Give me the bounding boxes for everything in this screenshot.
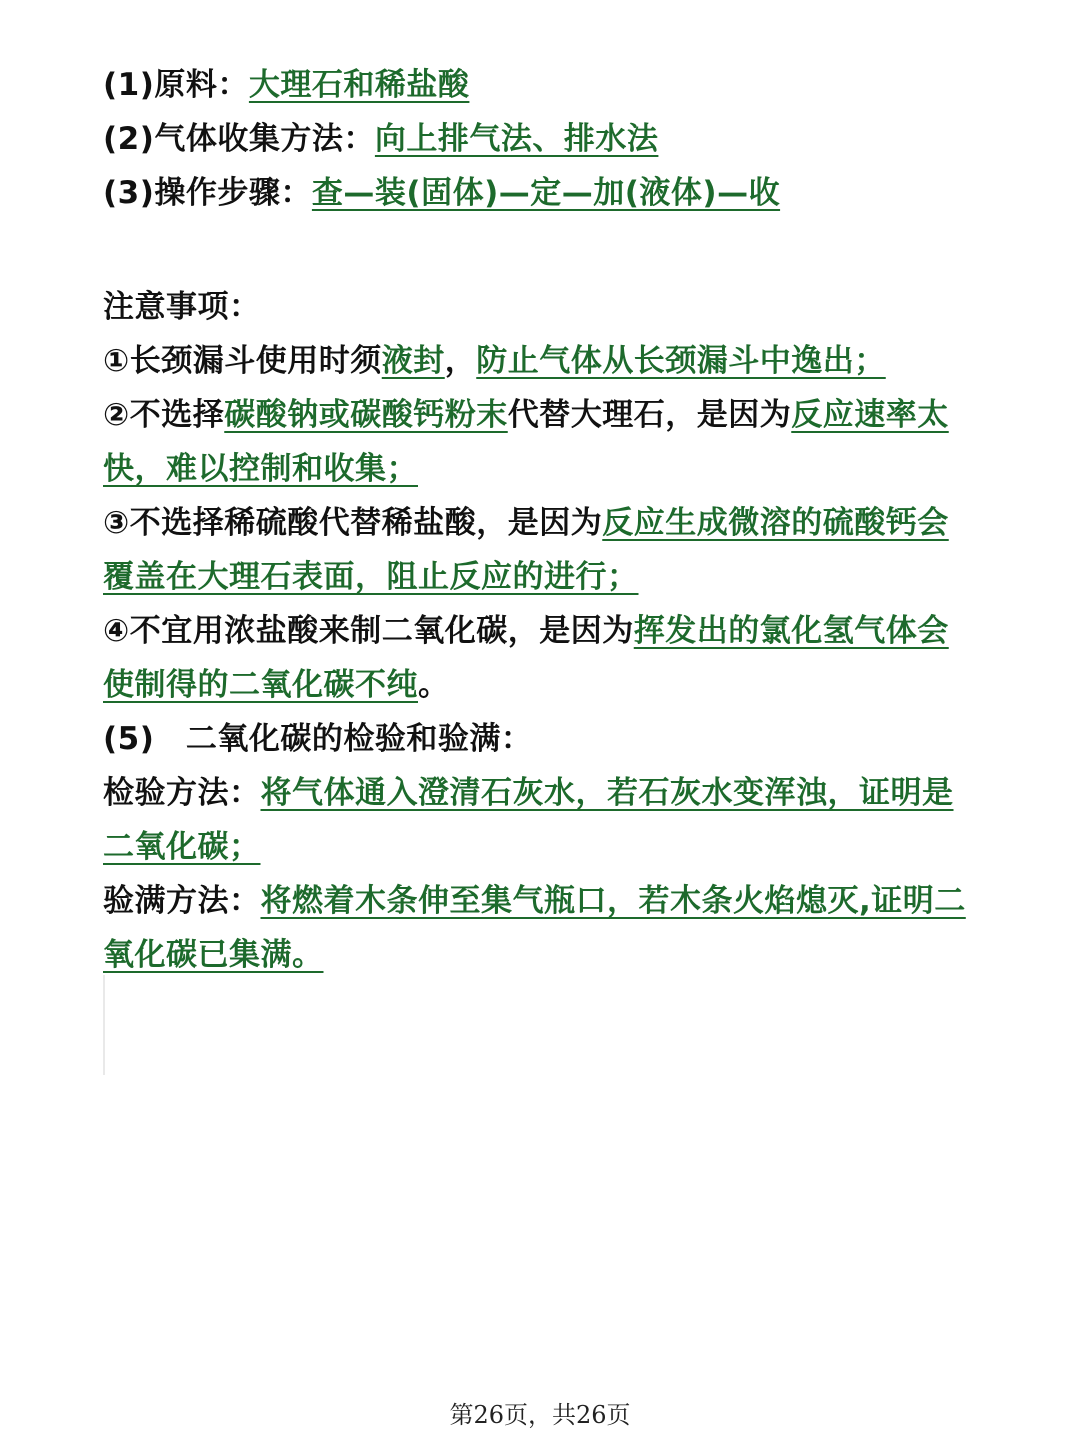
note-2-line-2 xyxy=(103,442,983,496)
check-method-line-2 xyxy=(103,820,983,874)
note-1-highlight-d: 防止气体从长颈漏斗中逸出； xyxy=(476,343,886,379)
note-1-highlight-b: 液封 xyxy=(381,343,445,379)
note-1 xyxy=(103,334,983,388)
note-4-highlight-c: 使制得的二氧化碳不纯 xyxy=(103,667,418,703)
page-number: 第26页，共26页 xyxy=(449,1401,631,1429)
document-content xyxy=(103,58,983,982)
note-2-text-a: ②不选择 xyxy=(103,397,225,433)
full-method-line-2 xyxy=(103,928,983,982)
check-method-value-2: 二氧化碳； xyxy=(103,829,261,865)
step-3-label: (3)操作步骤： xyxy=(103,175,312,211)
step-2-label: (2)气体收集方法： xyxy=(103,121,375,157)
note-4-line-2 xyxy=(103,658,983,712)
note-2-highlight-d: 反应速率太 xyxy=(791,397,949,433)
note-4-line-1 xyxy=(103,604,983,658)
note-1-text-a: ①长颈漏斗使用时须 xyxy=(103,343,382,379)
step-2-value: 向上排气法、排水法 xyxy=(374,121,659,157)
section-5-title: (5) 二氧化碳的检验和验满： xyxy=(103,721,533,757)
step-3-value: 查—装(固体)—定—加(液体)—收 xyxy=(311,175,781,211)
note-4-text-d: 。 xyxy=(418,667,450,703)
check-method-value-1: 将气体通入澄清石灰水，若石灰水变浑浊，证明是 xyxy=(260,775,954,811)
note-3-text-a: ③不选择稀硫酸代替稀盐酸，是因为 xyxy=(103,505,603,541)
note-3-highlight-b: 反应生成微溶的硫酸钙会 xyxy=(602,505,949,541)
full-method-label: 验满方法： xyxy=(103,883,261,919)
note-1-text-c: ， xyxy=(444,343,477,379)
note-2-text-c: 代替大理石，是因为 xyxy=(507,397,792,433)
note-3-line-1 xyxy=(103,496,983,550)
check-method-line-1 xyxy=(103,766,983,820)
note-3-line-2 xyxy=(103,550,983,604)
full-method-value-1: 将燃着木条伸至集气瓶口，若木条火焰熄灭,证明二 xyxy=(260,883,966,919)
step-1-value: 大理石和稀盐酸 xyxy=(248,67,470,103)
full-method-value-2: 氧化碳已集满。 xyxy=(103,937,324,973)
note-2-line-1 xyxy=(103,388,983,442)
notes-title: 注意事项： xyxy=(103,289,261,325)
note-2-highlight-e: 快，难以控制和收集； xyxy=(103,451,418,487)
step-1-label: (1)原料： xyxy=(103,67,249,103)
note-4-highlight-b: 挥发出的氯化氢气体会 xyxy=(633,613,949,649)
note-3-highlight-c: 覆盖在大理石表面，阻止反应的进行； xyxy=(103,559,639,595)
check-method-label: 检验方法： xyxy=(103,775,261,811)
step-3 xyxy=(103,166,983,220)
step-2 xyxy=(103,112,983,166)
note-2-highlight-b: 碳酸钠或碳酸钙粉末 xyxy=(224,397,508,433)
full-method-line-1 xyxy=(103,874,983,928)
note-4-text-a: ④不宜用浓盐酸来制二氧化碳，是因为 xyxy=(103,613,634,649)
margin-rule xyxy=(103,975,105,1075)
step-1 xyxy=(103,58,983,112)
section-spacer xyxy=(103,220,983,280)
